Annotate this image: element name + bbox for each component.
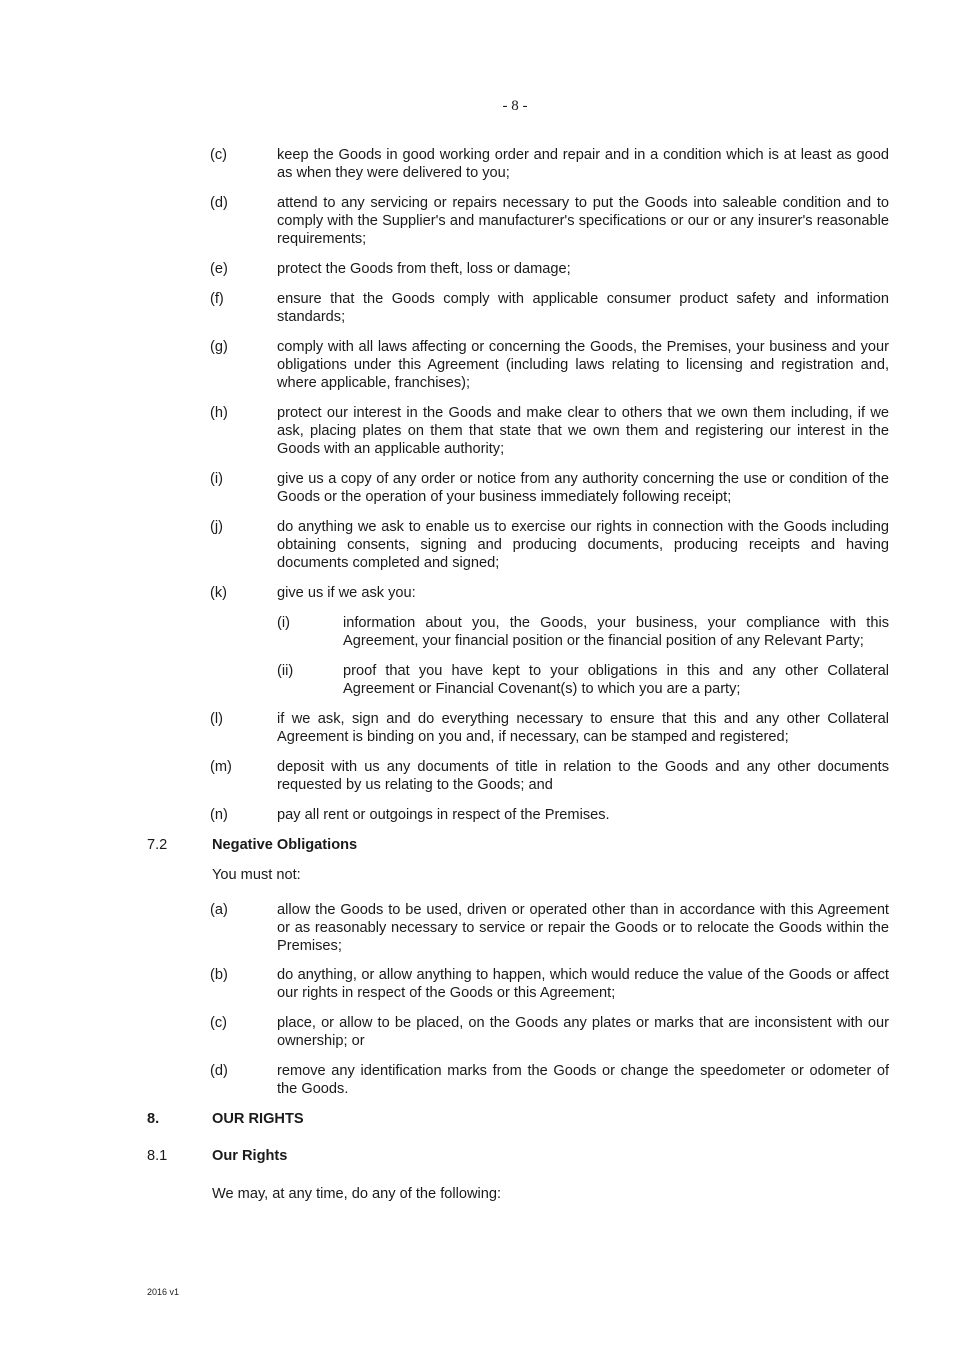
item-text: keep the Goods in good working order and repair and in a condition which is at least as good as when they were delivered to you; xyxy=(277,147,889,181)
section-number: 8.1 xyxy=(147,1148,168,1164)
item-label: (d) xyxy=(210,1063,228,1079)
item-text: allow the Goods to be used, driven or operated other than in accordance with this Agreement or as reasonably necessary to service or repair the Goods or to relocate the Goods within the Premises; xyxy=(277,902,889,954)
item-text: comply with all laws affecting or concerning the Goods, the Premises, your business and your obligations under this Agreement (including laws relating to licensing and registration and, where applicable, franchises); xyxy=(277,339,889,391)
section-number: 7.2 xyxy=(147,837,168,853)
item-label: (b) xyxy=(210,967,228,983)
item-label: (d) xyxy=(210,195,228,211)
section-intro: You must not: xyxy=(212,867,301,883)
item-label: (i) xyxy=(277,615,290,631)
item-label: (a) xyxy=(210,902,228,918)
item-label: (g) xyxy=(210,339,228,355)
item-text: protect our interest in the Goods and make clear to others that we own them including, if we ask, placing plates on them that state that we own them and registering our interest in the Goods with an applicable authority; xyxy=(277,405,889,457)
item-label: (n) xyxy=(210,807,228,823)
item-text: give us if we ask you: xyxy=(277,585,416,601)
item-label: (k) xyxy=(210,585,228,601)
item-label: (j) xyxy=(210,519,223,535)
item-text: do anything we ask to enable us to exercise our rights in connection with the Goods including obtaining consents, signing and producing documents, producing receipts and having documents completed and signed; xyxy=(277,519,889,571)
item-label: (l) xyxy=(210,711,223,727)
item-label: (e) xyxy=(210,261,228,277)
item-text: proof that you have kept to your obligations in this and any other Collateral Agreement or Financial Covenant(s) to which you are a party; xyxy=(343,663,889,697)
item-text: pay all rent or outgoings in respect of the Premises. xyxy=(277,807,610,823)
item-text: ensure that the Goods comply with applicable consumer product safety and information standards; xyxy=(277,291,889,325)
item-text: if we ask, sign and do everything necessary to ensure that this and any other Collateral Agreement is binding on you and, if necessary, can be stamped and registered; xyxy=(277,711,889,745)
item-label: (h) xyxy=(210,405,228,421)
page-number: - 8 - xyxy=(502,98,528,114)
item-label: (f) xyxy=(210,291,224,307)
footer-version: 2016 v1 xyxy=(147,1287,180,1297)
item-label: (c) xyxy=(210,147,228,163)
section-heading: Negative Obligations xyxy=(212,837,358,853)
item-text: attend to any servicing or repairs necessary to put the Goods into saleable condition and to comply with the Supplier's and manufacturer's specifications or our or any insurer's reasonable requirements; xyxy=(277,195,889,247)
item-label: (ii) xyxy=(277,663,294,679)
item-text: do anything, or allow anything to happen, which would reduce the value of the Goods or affect our rights in respect of the Goods or this Agreement; xyxy=(277,967,889,1001)
item-text: give us a copy of any order or notice from any authority concerning the use or condition of the Goods or the operation of your business immediately following receipt; xyxy=(277,471,889,505)
item-text: information about you, the Goods, your business, your compliance with this Agreement, your financial position or the financial position of any Relevant Party; xyxy=(343,615,889,649)
section-heading: OUR RIGHTS xyxy=(212,1111,304,1127)
item-label: (c) xyxy=(210,1015,228,1031)
section-heading: Our Rights xyxy=(212,1148,288,1164)
item-label: (i) xyxy=(210,471,223,487)
section-number: 8. xyxy=(147,1111,160,1127)
item-text: remove any identification marks from the Goods or change the speedometer or odometer of the Goods. xyxy=(277,1063,889,1097)
item-text: protect the Goods from theft, loss or damage; xyxy=(277,261,571,277)
section-intro: We may, at any time, do any of the following: xyxy=(212,1186,502,1202)
item-text: deposit with us any documents of title in relation to the Goods and any other documents requested by us relating to the Goods; and xyxy=(277,759,889,793)
item-text: place, or allow to be placed, on the Goods any plates or marks that are inconsistent with our ownership; or xyxy=(277,1015,889,1049)
item-label: (m) xyxy=(210,759,232,775)
